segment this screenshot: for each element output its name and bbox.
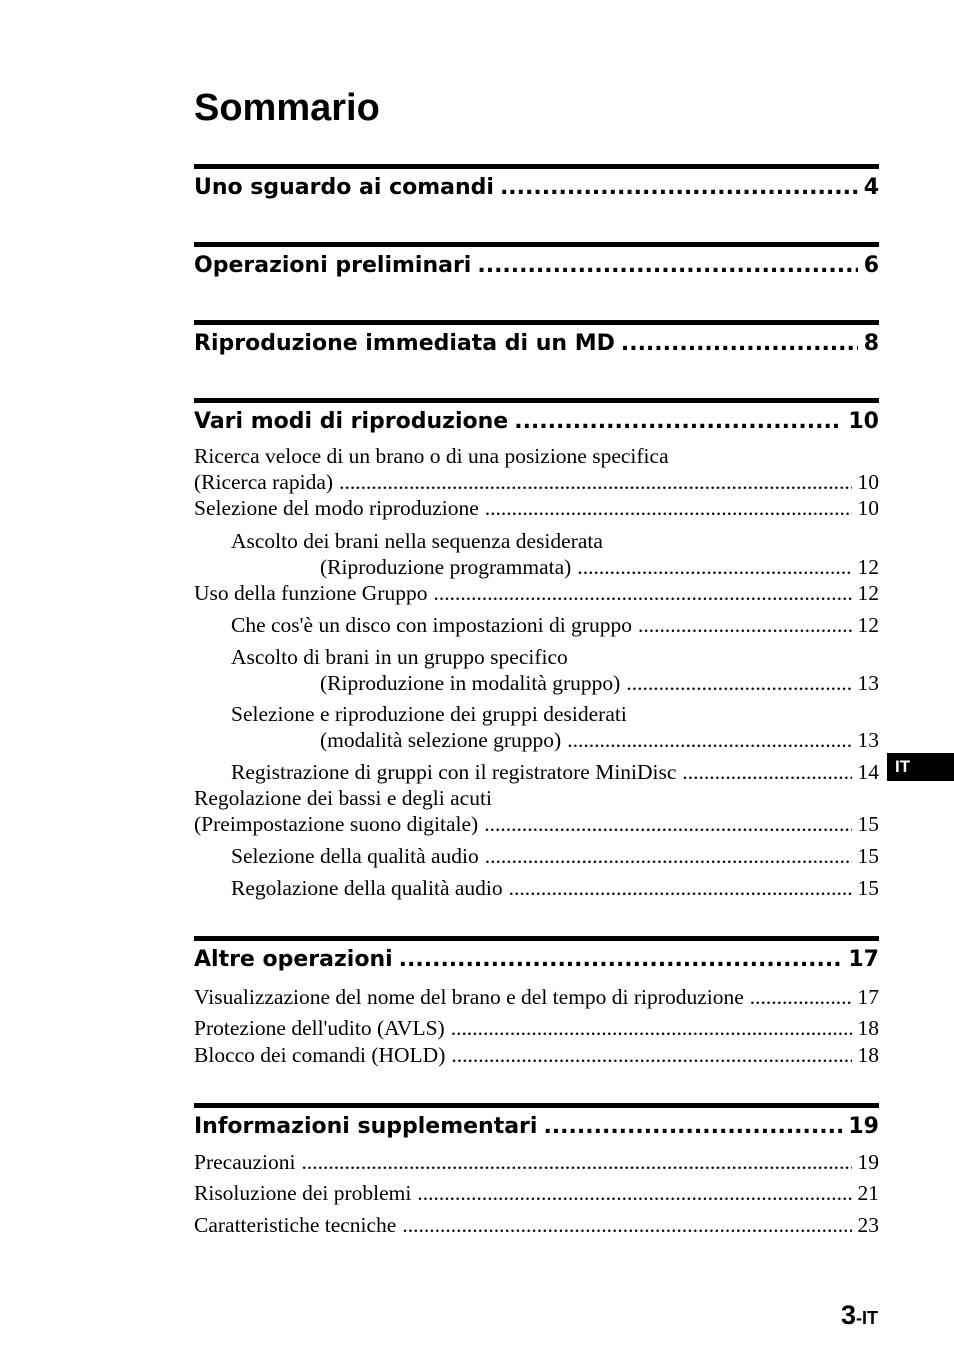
- dot-leader: [682, 759, 851, 785]
- entry-text: Blocco dei comandi (HOLD): [194, 1043, 446, 1067]
- toc-entry[interactable]: [194, 811, 879, 837]
- section-page: 4: [863, 175, 879, 200]
- section-rule: [194, 320, 879, 325]
- dot-leader: [484, 811, 851, 837]
- toc-entry-line[interactable]: [194, 443, 879, 469]
- entry-text: Che cos'è un disco con impostazioni di gruppo: [231, 613, 632, 637]
- section-page: 19: [848, 1114, 879, 1139]
- section-rule: [194, 936, 879, 941]
- dot-leader: [626, 670, 851, 696]
- entry-text: (Preimpostazione suono digitale): [194, 812, 479, 836]
- entry-page: 23: [857, 1213, 879, 1237]
- dot-leader: [514, 408, 842, 436]
- dot-leader: [509, 875, 852, 901]
- entry-page: 10: [857, 470, 879, 494]
- entry-text: Regolazione della qualità audio: [231, 876, 503, 900]
- dot-leader: [543, 1113, 842, 1141]
- entry-text: Protezione dell'udito (AVLS): [194, 1016, 445, 1040]
- section-title: Operazioni preliminari: [194, 253, 472, 278]
- section-title: Informazioni supplementari: [194, 1114, 538, 1139]
- dot-leader: [451, 1042, 851, 1068]
- dot-leader: [638, 612, 852, 638]
- toc-entry-line[interactable]: [194, 785, 879, 811]
- page-number-suffix: -IT: [856, 1308, 878, 1328]
- toc-entry[interactable]: [194, 1042, 879, 1068]
- entry-page: 18: [857, 1016, 879, 1040]
- entry-text: Uso della funzione Gruppo: [194, 581, 428, 605]
- dot-leader: [485, 495, 852, 521]
- section-title: Uno sguardo ai comandi: [194, 175, 494, 200]
- entry-page: 21: [857, 1181, 879, 1205]
- entry-text: Caratteristiche tecniche: [194, 1213, 397, 1237]
- dot-leader: [485, 843, 852, 869]
- entry-text: Visualizzazione del nome del brano e del tempo di riproduzione: [194, 985, 744, 1009]
- toc-entry[interactable]: [194, 580, 879, 606]
- toc-entry[interactable]: [194, 1015, 879, 1041]
- section-page: 8: [863, 331, 879, 356]
- dot-leader: [339, 469, 851, 495]
- section-page: 6: [863, 253, 879, 278]
- toc-entry[interactable]: [194, 1180, 879, 1206]
- entry-page: 15: [857, 812, 879, 836]
- entry-text: (modalità selezione gruppo): [320, 728, 562, 752]
- entry-text: Selezione e riproduzione dei gruppi desiderati: [231, 702, 627, 726]
- page-title: Sommario: [194, 87, 380, 129]
- dot-leader: [577, 554, 851, 580]
- toc-section-play-modes[interactable]: [194, 408, 879, 436]
- page-number-value: 3: [840, 1300, 856, 1330]
- entry-text: Ascolto dei brani nella sequenza desiderata: [231, 529, 603, 553]
- toc-entry[interactable]: [194, 1212, 879, 1238]
- toc-section-immediate-play[interactable]: [194, 330, 879, 358]
- section-page: 17: [848, 947, 879, 972]
- entry-page: 13: [857, 671, 879, 695]
- toc-entry[interactable]: [231, 612, 879, 638]
- entry-text: (Ricerca rapida): [194, 470, 334, 494]
- dot-leader: [433, 580, 851, 606]
- toc-entry-line[interactable]: [231, 644, 879, 670]
- entry-text: Ricerca veloce di un brano o di una posizione specifica: [194, 444, 669, 468]
- dot-leader: [399, 946, 843, 974]
- language-tab: IT: [887, 753, 954, 781]
- entry-text: Registrazione di gruppi con il registratore MiniDisc: [231, 760, 677, 784]
- entry-text: Ascolto di brani in un gruppo specifico: [231, 645, 568, 669]
- toc-entry[interactable]: [231, 843, 879, 869]
- dot-leader: [451, 1015, 852, 1041]
- toc-section-additional-info[interactable]: [194, 1113, 879, 1141]
- dot-leader: [500, 174, 858, 202]
- entry-page: 19: [857, 1150, 879, 1174]
- toc-entry-line[interactable]: [231, 701, 879, 727]
- dot-leader: [302, 1149, 852, 1175]
- dot-leader: [477, 252, 857, 280]
- entry-text: Risoluzione dei problemi: [194, 1181, 412, 1205]
- dot-leader: [750, 984, 852, 1010]
- entry-page: 17: [857, 985, 879, 1009]
- toc-entry[interactable]: [194, 984, 879, 1010]
- section-title: Vari modi di riproduzione: [194, 409, 509, 434]
- toc-entry[interactable]: [194, 469, 879, 495]
- section-rule: [194, 242, 879, 247]
- section-title: Riproduzione immediata di un MD: [194, 331, 615, 356]
- entry-page: 15: [857, 844, 879, 868]
- entry-page: 14: [857, 760, 879, 784]
- toc-entry[interactable]: [194, 495, 879, 521]
- section-title: Altre operazioni: [194, 947, 393, 972]
- toc-entry[interactable]: [231, 875, 879, 901]
- entry-text: Precauzioni: [194, 1150, 296, 1174]
- entry-text: Selezione del modo riproduzione: [194, 496, 479, 520]
- entry-text: Selezione della qualità audio: [231, 844, 479, 868]
- entry-text: (Riproduzione in modalità gruppo): [320, 671, 621, 695]
- dot-leader: [417, 1180, 851, 1206]
- section-rule: [194, 1103, 879, 1108]
- toc-section-other-operations[interactable]: [194, 946, 879, 974]
- toc-entry[interactable]: [320, 554, 879, 580]
- entry-page: 12: [857, 581, 879, 605]
- section-rule: [194, 398, 879, 403]
- entry-page: 13: [857, 728, 879, 752]
- toc-entry[interactable]: [194, 1149, 879, 1175]
- section-page: 10: [848, 409, 879, 434]
- section-rule: [194, 164, 879, 169]
- toc-entry[interactable]: [320, 727, 879, 753]
- entry-page: 18: [857, 1043, 879, 1067]
- toc-entry[interactable]: [320, 670, 879, 696]
- entry-page: 12: [857, 613, 879, 637]
- dot-leader: [567, 727, 851, 753]
- entry-page: 10: [857, 496, 879, 520]
- toc-section-preliminary[interactable]: [194, 252, 879, 280]
- page-number: [841, 1300, 878, 1331]
- dot-leader: [402, 1212, 851, 1238]
- toc-section-controls[interactable]: [194, 174, 879, 202]
- entry-text: (Riproduzione programmata): [320, 555, 572, 579]
- entry-page: 15: [857, 876, 879, 900]
- toc-entry-line[interactable]: [231, 528, 879, 554]
- dot-leader: [621, 330, 858, 358]
- entry-page: 12: [857, 555, 879, 579]
- toc-entry[interactable]: [231, 759, 879, 785]
- entry-text: Regolazione dei bassi e degli acuti: [194, 786, 492, 810]
